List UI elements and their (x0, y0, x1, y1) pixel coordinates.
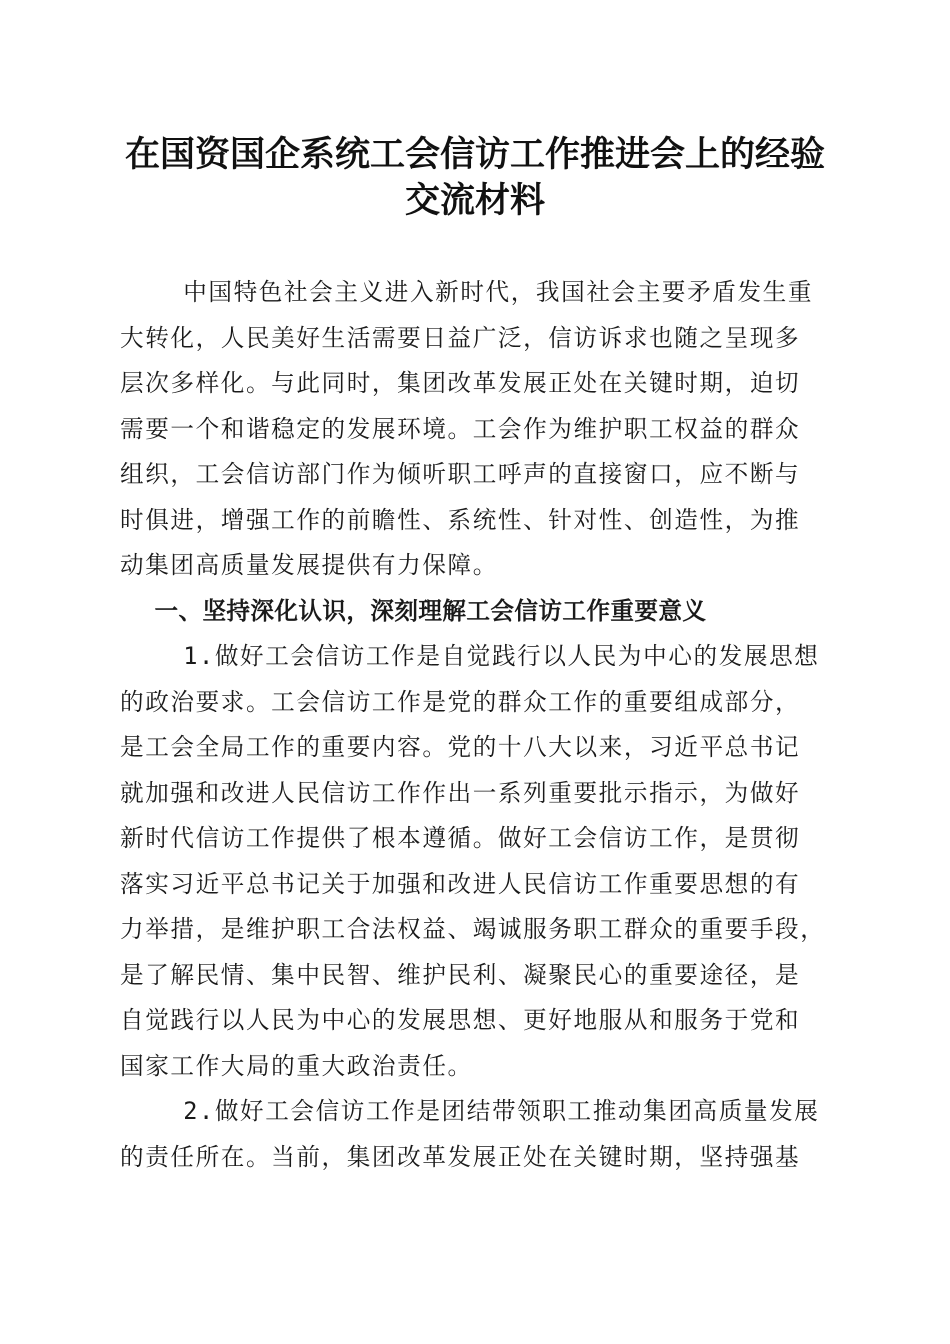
point-1-paragraph (120, 634, 830, 1089)
text-line: 中国特色社会主义进入新时代，我国社会主要矛盾发生重 (120, 278, 814, 306)
text-line: 落实习近平总书记关于加强和改进人民信访工作重要思想的有 (120, 869, 801, 898)
text-line: 层次多样化。与此同时，集团改革发展正处在关键时期，迫切 (120, 369, 801, 397)
document-body (120, 270, 830, 1180)
document-title (100, 132, 850, 224)
intro-paragraph (120, 270, 830, 589)
title-line: 在国资国企系统工会信访工作推进会上的经验 (124, 134, 825, 175)
text-line: 2.做好工会信访工作是团结带领职工推动集团高质量发展 (120, 1097, 820, 1125)
text-line: 大转化，人民美好生活需要日益广泛，信访诉求也随之呈现多 (120, 323, 801, 352)
text-line: 是了解民情、集中民智、维护民利、凝聚民心的重要途径，是 (120, 960, 801, 989)
text-line: 自觉践行以人民为中心的发展思想、更好地服从和服务于党和 (120, 1006, 801, 1034)
section-heading (120, 589, 830, 635)
text-line: 需要一个和谐稳定的发展环境。工会作为维护职工权益的群众 (120, 414, 801, 443)
text-line: 新时代信访工作提供了根本遵循。做好工会信访工作，是贯彻 (120, 824, 801, 852)
text-line: 是工会全局工作的重要内容。党的十八大以来，习近平总书记 (120, 733, 801, 761)
text-line: 国家工作大局的重大政治责任。 (120, 1051, 473, 1080)
text-line: 1.做好工会信访工作是自觉践行以人民为中心的发展思想 (120, 642, 820, 670)
title-line: 交流材料 (404, 180, 545, 221)
text-line: 力举措，是维护职工合法权益、竭诚服务职工群众的重要手段， (120, 915, 826, 943)
text-line: 就加强和改进人民信访工作作出一系列重要批示指示，为做好 (120, 778, 801, 807)
text-line: 的责任所在。当前，集团改革发展正处在关键时期，坚持强基 (120, 1142, 801, 1171)
text-line: 时俱进，增强工作的前瞻性、系统性、针对性、创造性，为推 (120, 505, 801, 534)
heading-line: 一、坚持深化认识，深刻理解工会信访工作重要意义 (120, 596, 707, 625)
text-line: 组织，工会信访部门作为倾听职工呼声的直接窗口，应不断与 (120, 460, 801, 488)
text-line: 的政治要求。工会信访工作是党的群众工作的重要组成部分， (120, 687, 801, 716)
point-2-paragraph (120, 1089, 830, 1180)
text-line: 动集团高质量发展提供有力保障。 (120, 551, 498, 579)
